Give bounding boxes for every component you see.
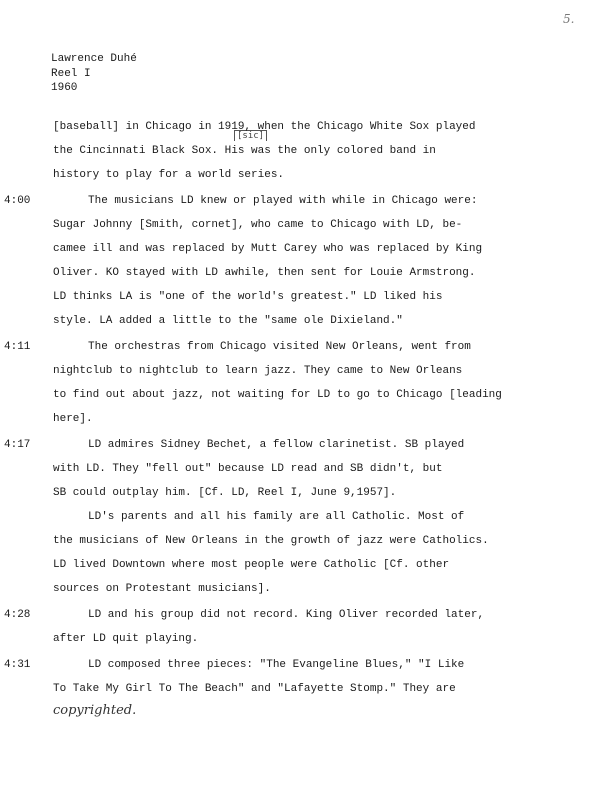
transcript-line: LD thinks LA is "one of the world's greatest." LD liked his [53,291,443,303]
timestamp: 4:17 [4,439,31,451]
transcript-line: here]. [53,413,93,425]
transcript-line: SB could outplay him. [Cf. LD, Reel I, June 9,1957]. [53,487,397,499]
transcript-line: Oliver. KO stayed with LD awhile, then sent for Louie Armstrong. [53,267,476,279]
transcript-line: LD's parents and all his family are all Catholic. Most of [88,511,465,523]
transcript-line: with LD. They "fell out" because LD read and SB didn't, but [53,463,443,475]
transcript-line: [baseball] in Chicago in 1919, when the Chicago White Sox played [53,121,476,133]
transcript-line: LD admires Sidney Bechet, a fellow clarinetist. SB played [88,439,465,451]
transcript-line: sources on Protestant musicians]. [53,583,271,595]
transcript-line: To Take My Girl To The Beach" and "Lafayette Stomp." They are [53,683,456,695]
transcript-line: LD and his group did not record. King Oliver recorded later, [88,609,485,621]
transcript-line: nightclub to nightclub to learn jazz. They came to New Orleans [53,365,463,377]
sic-annotation: [sic] [234,130,267,141]
transcript-line: to find out about jazz, not waiting for LD to go to Chicago [leading [53,389,502,401]
transcript-line: style. LA added a little to the "same ole Dixieland." [53,315,403,327]
interview-year: 1960 [51,82,78,94]
transcript-line: The orchestras from Chicago visited New Orleans, went from [88,341,471,353]
page-number: 5. [563,12,575,26]
transcript-line: The musicians LD knew or played with while in Chicago were: [88,195,478,207]
transcript-line: camee ill and was replaced by Mutt Carey who was replaced by King [53,243,483,255]
interviewee-name: Lawrence Duhé [51,53,137,65]
handwritten-word: copyrighted. [53,703,137,718]
transcript-line: the Cincinnati Black Sox. His was the only colored band in [53,145,436,157]
timestamp: 4:28 [4,609,31,621]
reel-label: Reel I [51,67,91,80]
transcript-line: the musicians of New Orleans in the growth of jazz were Catholics. [53,535,489,547]
transcript-line: LD composed three pieces: "The Evangeline Blues," "I Like [88,659,465,671]
document-header [51,52,137,96]
timestamp: 4:31 [4,659,31,671]
timestamp: 4:00 [4,195,31,207]
transcript-line: LD lived Downtown where most people were Catholic [Cf. other [53,559,450,571]
transcript-line: Sugar Johnny [Smith, cornet], who came to Chicago with LD, be- [53,219,463,231]
timestamp: 4:11 [4,341,31,353]
transcript-line: history to play for a world series. [53,169,285,181]
transcript-line: after LD quit playing. [53,633,199,645]
